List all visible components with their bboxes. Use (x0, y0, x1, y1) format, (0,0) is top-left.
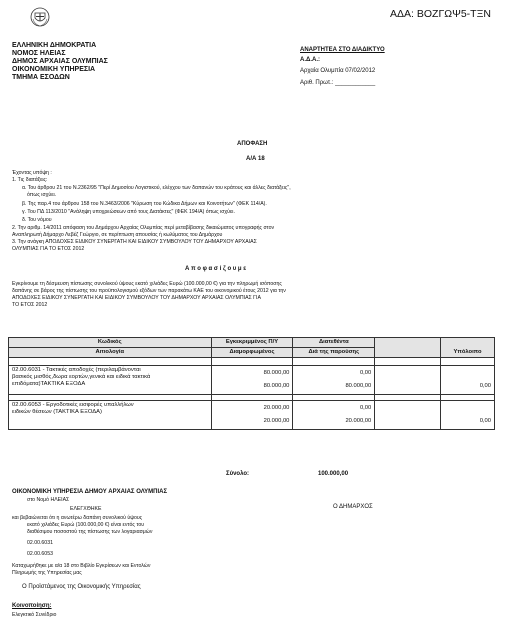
finance-service-text1: και βεβαιώνεται ότι η ανωτέρω δαπάνη συνολικού ύψους (12, 515, 143, 521)
finance-service-text3: διαθέσιμου ποσοστού της πίστωσης των λογαριασμών (27, 529, 153, 535)
table-row (9, 366, 495, 395)
decide-paragraph-line3: ΑΠΟΔΟΧΕΣ ΕΙΔΙΚΟΥ ΣΥΝΕΡΓΑΤΗ ΚΑΙ ΕΙΔΙΚΟΥ ΣΥΜΒΟΥΛΟΥ ΤΟΥ ΔΗΜΑΡΧΟΥ ΑΡΧΑΙΑΣ ΟΛΥΜΠΙΑΣ ΓΙΑ (12, 295, 261, 301)
decide-heading: Α π ο φ α σ ί ζ ο υ μ ε (185, 266, 247, 272)
table-header-row-1 (9, 338, 495, 348)
header-reason: Αιτιολογία (9, 348, 212, 358)
mayor-signature-label: Ο ΔΗΜΑΡΧΟΣ (333, 504, 373, 510)
row-1-budget (211, 366, 293, 395)
table-row (9, 401, 495, 430)
finance-service-title: ΟΙΚΟΝΟΜΙΚΗ ΥΠΗΡΕΣΙΑ ΔΗΜΟΥ ΑΡΧΑΙΑΣ ΟΛΥΜΠΙΑΣ (12, 489, 168, 495)
finance-service-code2: 02.00.6053 (27, 551, 53, 557)
header-code: Κωδικός (9, 338, 212, 348)
row-1-desc-line3: επιδόματα)ΤΑΚΤΙΚΑ ΕΞΟΔΑ (12, 381, 86, 387)
row-2-description (9, 401, 212, 430)
budget-table (8, 337, 495, 430)
header-empty-2 (441, 338, 495, 348)
row-2-budget (211, 401, 293, 430)
row-2-this: 20.000,00 (345, 418, 372, 424)
row-2-empty (375, 401, 441, 430)
considering-item-2-line2: Αναπληρωτή Δήμαρχο Λεβέζ Γεώργιο, σε περίπτωση απουσίας ή κωλύματος του Δημάρχου (12, 232, 223, 238)
row-1-distributed: 80.000,00 (263, 383, 290, 389)
header-empty-3 (375, 348, 441, 358)
header-approved: Εγκεκριμμένος Π/Υ (211, 338, 293, 348)
considering-b: β. Της παρ.4 του άρθρου 158 του Ν.3463/2006 "Κύρωση του Κώδικα Δήμων και Κοινοτήτων" (ΦΕΚ 114/Α). (22, 201, 267, 207)
notification-title: Κοινοποίηση: (12, 603, 52, 609)
issuer-line-1: ΕΛΛΗΝΙΚΗ ΔΗΜΟΚΡΑΤΙΑ (12, 42, 97, 49)
notification-item: Ελεγκτικό Συνέδριο (12, 612, 57, 618)
row-2-remaining-cell (441, 401, 495, 430)
finance-service-text2: εκατό χιλιάδες Ευρώ (100.000,00 €) είναι εντός του (27, 522, 145, 528)
header-distributed: Διαμορφωμένος (211, 348, 293, 358)
row-1-approved: 80.000,00 (263, 370, 290, 376)
issuer-line-2: ΝΟΜΟΣ ΗΛΕΙΑΣ (12, 50, 66, 57)
issuer-line-4: ΟΙΚΟΝΟΜΙΚΗ ΥΠΗΡΕΣΙΑ (12, 66, 96, 73)
considering-item-3-line2: ΟΛΥΜΠΙΑΣ ΓΙΑ ΤΟ ΕΤΟΣ 2012 (12, 246, 85, 252)
row-2-desc-line1: 02.00.6053 - Εργοδοτικές εισφορές υπαλλήλων (12, 402, 134, 408)
greek-emblem-icon (30, 7, 50, 27)
row-1-available: 0,00 (359, 370, 372, 376)
decision-title: ΑΠΟΦΑΣΗ (237, 141, 268, 147)
row-1-committed (293, 366, 375, 395)
decision-number: Α/Α 18 (246, 156, 265, 162)
considering-d: δ. Του νόμου (22, 217, 52, 223)
table-spacer-row (9, 358, 495, 366)
row-2-committed (293, 401, 375, 430)
considering-a-line1: α. Του άρθρου 21 του Ν.2362/95 "Περί Δημοσίου Λογιστικού, ελέγχου των δαπανών του κράτους και άλλες διατάξεις", (22, 185, 291, 191)
finance-service-prefecture: στο Νομό ΗΛΕΙΑΣ (27, 497, 70, 503)
header-remaining: Υπόλοιπο (441, 348, 495, 358)
posting-ada-label: Α.Δ.Α.: (300, 57, 320, 63)
row-2-approved: 20.000,00 (263, 405, 290, 411)
finance-service-head: Ο Προϊστάμενος της Οικονομικής Υπηρεσίας (22, 584, 141, 590)
posting-place-date: Αρχαία Ολυμπία 07/02/2012 (300, 68, 376, 74)
row-2-desc-line2: ειδικών θέσεων (ΤΑΚΤΙΚΑ ΕΞΟΔΑ) (12, 409, 102, 415)
considering-item-1: 1. Τις διατάξεις: (12, 177, 48, 183)
total-label: Σύνολο: (226, 471, 250, 477)
header-this: Διά της παρούσης (293, 348, 375, 358)
considering-item-3-line1: 3. Την ανάγκη ΑΠΟΔΟΧΕΣ ΕΙΔΙΚΟΥ ΣΥΝΕΡΓΑΤΗ ΚΑΙ ΕΙΔΙΚΟΥ ΣΥΜΒΟΥΛΟΥ ΤΟΥ ΔΗΜΑΡΧΟΥ ΑΡΧΑΙΑΣ (12, 239, 257, 245)
posting-protocol: Αριθ. Πρωτ.: ____________ (300, 80, 376, 86)
table-header-row-2 (9, 348, 495, 358)
finance-service-checked: ΕΛΕΓΧΘΗΚΕ (70, 506, 102, 512)
row-1-remaining: 0,00 (479, 383, 491, 389)
row-1-description (9, 366, 212, 395)
decide-paragraph-line4: ΤΟ ΕΤΟΣ 2012 (12, 302, 48, 308)
considering-item-2-line1: 2. Την αριθμ. 14/2011 απόφαση του Δημάρχου Αρχαίας Ολυμπίας περί μεταβίβασης δικαιώματος υπογραφής στον (12, 225, 275, 231)
row-1-this: 80.000,00 (345, 383, 372, 389)
row-1-empty (375, 366, 441, 395)
row-2-distributed: 20.000,00 (263, 418, 290, 424)
decide-paragraph-line1: Εγκρίνουμε τη δέσμευση πίστωσης συνολικού ύψους εκατό χιλιάδες Ευρώ (100.000,00 €) για την πληρωμή ισόποσης (12, 281, 282, 287)
header-empty-1 (375, 338, 441, 348)
row-1-desc-line1: 02.00.6031 - Τακτικές αποδοχές (περιλαμβάνονται (12, 367, 141, 373)
considering-a-line2: όπως ισχύει. (27, 192, 57, 198)
finance-service-register2: Πληρωμής της Υπηρεσίας μας (12, 570, 82, 576)
header-available: Διατεθέντα (293, 338, 375, 348)
row-1-remaining-cell (441, 366, 495, 395)
row-1-desc-line2: βασικός μισθός,δωρα εορτών,γενικά και ειδικά τακτικά (12, 374, 151, 380)
decide-paragraph-line2: δαπάνης σε βάρος της πίστωσης του προϋπολογισμού εξόδων των παρακάτω ΚΑΕ του οικονομικού έτους 2012 για την (12, 288, 286, 294)
posting-title: ΑΝΑΡΤΗΤΕΑ ΣΤΟ ΔΙΑΔΙΚΤΥΟ (300, 47, 385, 53)
issuer-line-5: ΤΜΗΜΑ ΕΣΟΔΩΝ (12, 74, 70, 81)
considering-heading: Έχοντας υπόψη : (12, 170, 52, 176)
finance-service-register1: Καταχωρήθηκε με α/α 18 στο Βιβλίο Εγκρίσεων και Εντολών (12, 563, 151, 569)
considering-c: γ. Του ΠΔ 113/2010 "Ανάληψη υποχρεώσεων από τους Διατάκτες" (ΦΕΚ 194/Α) όπως ισχύει. (22, 209, 235, 215)
issuer-line-3: ΔΗΜΟΣ ΑΡΧΑΙΑΣ ΟΛΥΜΠΙΑΣ (12, 58, 108, 65)
row-2-available: 0,00 (359, 405, 372, 411)
finance-service-code1: 02.00.6031 (27, 540, 53, 546)
row-2-remaining: 0,00 (479, 418, 491, 424)
total-value: 100.000,00 (318, 471, 349, 477)
ada-code: ΑΔΑ: ΒΟΖΓΩΨ5-ΤΞΝ (390, 8, 492, 20)
